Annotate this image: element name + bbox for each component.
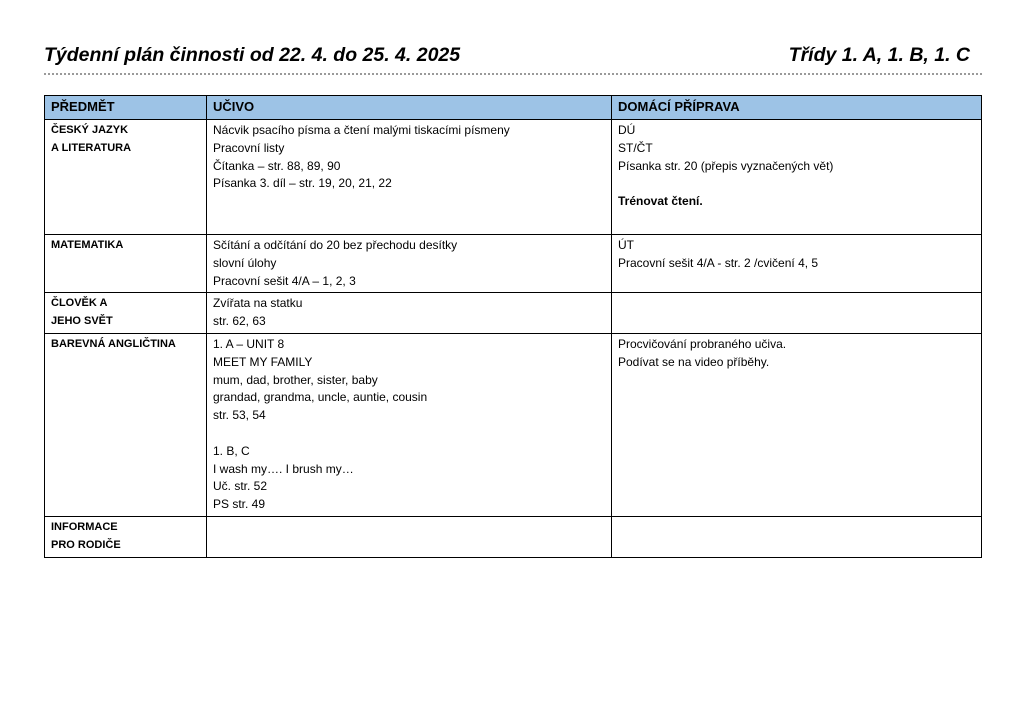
homework-line: Pracovní sešit 4/A - str. 2 /cvičení 4, 5: [618, 255, 819, 270]
table-row: [45, 516, 982, 557]
curriculum-line: 1. A – UNIT 8: [213, 336, 285, 351]
homework-cell: [612, 293, 982, 334]
table-row: [45, 333, 982, 516]
subject-cell: [45, 333, 207, 516]
subject-text: ČESKÝ JAZYK: [51, 124, 129, 136]
curriculum-line: mum, dad, brother, sister, baby: [213, 372, 378, 387]
curriculum-line: 1. B, C: [213, 443, 250, 458]
weekly-plan-table: [44, 95, 982, 558]
curriculum-line: Pracovní listy: [213, 140, 285, 155]
table-row: [45, 235, 982, 293]
curriculum-line: Sčítání a odčítání do 20 bez přechodu desítky: [213, 238, 458, 252]
homework-line: Písanka str. 20 (přepis vyznačených vět): [618, 158, 834, 173]
subject-text: PRO RODIČE: [51, 538, 121, 551]
table-header-row: [45, 96, 982, 120]
curriculum-line: Pracovní sešit 4/A – 1, 2, 3: [213, 273, 356, 288]
homework-cell: [612, 120, 982, 235]
homework-cell: [612, 333, 982, 516]
curriculum-cell: [207, 516, 612, 557]
curriculum-line: str. 62, 63: [213, 314, 266, 329]
table-row: [45, 293, 982, 334]
curriculum-cell: [207, 235, 612, 293]
table-row: [45, 120, 982, 235]
dotted-divider: [44, 73, 982, 75]
curriculum-line: slovní úlohy: [213, 255, 277, 270]
curriculum-cell: [207, 120, 612, 235]
curriculum-line: Písanka 3. díl – str. 19, 20, 21, 22: [213, 176, 392, 191]
subject-text: A LITERATURA: [51, 141, 132, 154]
curriculum-cell: [207, 293, 612, 334]
subject-cell: [45, 516, 207, 557]
curriculum-line: PS str. 49: [213, 497, 266, 512]
line-gap: [618, 175, 975, 193]
subject-cell: [45, 120, 207, 235]
subject-text: BAREVNÁ ANGLIČTINA: [51, 337, 176, 350]
line-gap: [213, 425, 605, 443]
document-header: [44, 44, 980, 74]
homework-line: Trénovat čtení.: [618, 194, 703, 209]
homework-line: DÚ: [618, 123, 636, 137]
column-header-curriculum: UČIVO: [207, 96, 612, 120]
curriculum-line: MEET MY FAMILY: [213, 354, 313, 369]
curriculum-line: Nácvik psacího písma a čtení malými tiskacími písmeny: [213, 123, 510, 137]
curriculum-cell: [207, 333, 612, 516]
curriculum-line: str. 53, 54: [213, 408, 266, 423]
column-header-homework: DOMÁCÍ PŘÍPRAVA: [612, 96, 982, 120]
homework-line: Procvičování probraného učiva.: [618, 336, 787, 351]
subject-text: JEHO SVĚT: [51, 315, 113, 328]
classes-title: Třídy 1. A, 1. B, 1. C: [788, 44, 970, 66]
curriculum-line: Zvířata na statku: [213, 296, 303, 311]
column-header-subject: PŘEDMĚT: [45, 96, 207, 120]
subject-text: INFORMACE: [51, 520, 118, 533]
homework-line: ÚT: [618, 238, 634, 252]
subject-text: ČLOVĚK A: [51, 297, 108, 310]
homework-line: ST/ČT: [618, 140, 653, 155]
plan-title: Týdenní plán činnosti od 22. 4. do 25. 4. 2025: [44, 44, 461, 66]
homework-line: Podívat se na video příběhy.: [618, 354, 770, 369]
homework-cell: [612, 235, 982, 293]
subject-cell: [45, 235, 207, 293]
curriculum-line: grandad, grandma, uncle, auntie, cousin: [213, 390, 428, 405]
curriculum-line: Čítanka – str. 88, 89, 90: [213, 158, 341, 173]
curriculum-line: I wash my…. I brush my…: [213, 461, 354, 476]
subject-text: MATEMATIKA: [51, 239, 124, 251]
subject-cell: [45, 293, 207, 334]
curriculum-line: Uč. str. 52: [213, 479, 268, 494]
homework-cell: [612, 516, 982, 557]
